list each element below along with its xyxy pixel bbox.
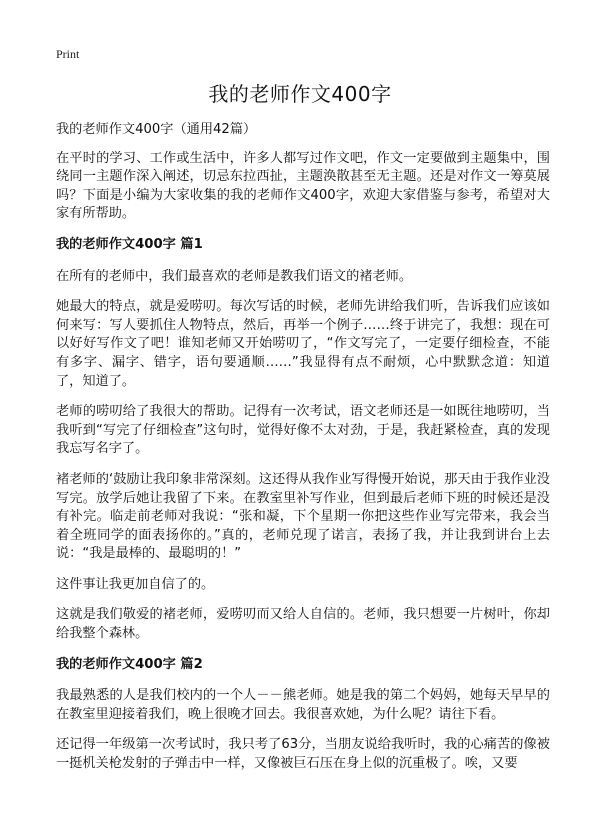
intro-paragraph: 在平时的学习、工作或生活中，许多人都写过作文吧，作文一定要做到主题集中，围绕同一主题作深入阐述，切忌东拉西扯，主题涣散甚至无主题。还是对作文一筹莫展吗？下面是小编为大家收集的我的老师作文400字，欢迎大家借鉴与参考，希望对大家有所帮助。 [56,150,550,222]
paragraph: 她最大的特点，就是爱唠叨。每次写话的时候，老师先讲给我们听，告诉我们应该如何来写：写人要抓住人物特点，然后，再举一个例子……终于讲完了，我想：现在可以好好写作文了吧！谁知老师又开始唠叨了，“作文写完了，一定要仔细检查，不能有多字、漏字、错字，语句要通顺……”我显得有点不耐烦，心中默默念道：知道了，知道了。 [56,299,550,389]
paragraph: 我最熟悉的人是我们校内的一个人－－熊老师。她是我的第二个妈妈，她每天早早的在教室里迎接着我们，晚上很晚才回去。我很喜欢她，为什么呢？请往下看。 [56,688,550,722]
print-link[interactable]: Print [56,47,80,61]
paragraph: 老师的唠叨给了我很大的帮助。记得有一次考试，语文老师还是一如既往地唠叨，当我听到“写完了仔细检查”这句时，觉得好像不太对劲，于是，我赶紧检查，真的发现我忘写名字了。 [56,404,550,457]
section-heading-1: 我的老师作文400字 篇1 [56,236,203,252]
paragraph: 这就是我们敬爱的褚老师，爱唠叨而又给人自信的。老师，我只想要一片树叶，你却给我整个森林。 [56,607,550,642]
paragraph: 还记得一年级第一次考试时，我只考了63分，当朋友说给我听时，我的心痛苦的像被一挺机关枪发射的子弹击中一样，又像被巨石压在身上似的沉重极了。唉，又要 [56,737,550,772]
page-title: 我的老师作文400字 [208,82,392,106]
paragraph: 褚老师的‘鼓励让我印象非常深刻。这还得从我作业写得慢开始说，那天由于我作业没写完。放学后她让我留了下来。在教室里补写作业，但到最后老师下班的时候还是没有补完。临走前老师对我说：“张和凝，下个星期一你把这些作业写完带来，我会当着全班同学的面表扬你的。”真的，老师兑现了诺言，表扬了我，并让我到讲台上去说：“我是最棒的、最聪明的！” [56,471,550,562]
paragraph: 在所有的老师中，我们最喜欢的老师是教我们语文的褚老师。 [56,268,413,284]
section-heading-2: 我的老师作文400字 篇2 [56,656,203,672]
article-subtitle: 我的老师作文400字（通用42篇） [56,122,257,137]
paragraph: 这件事让我更加自信了的。 [56,576,215,592]
article-body [56,121,550,786]
